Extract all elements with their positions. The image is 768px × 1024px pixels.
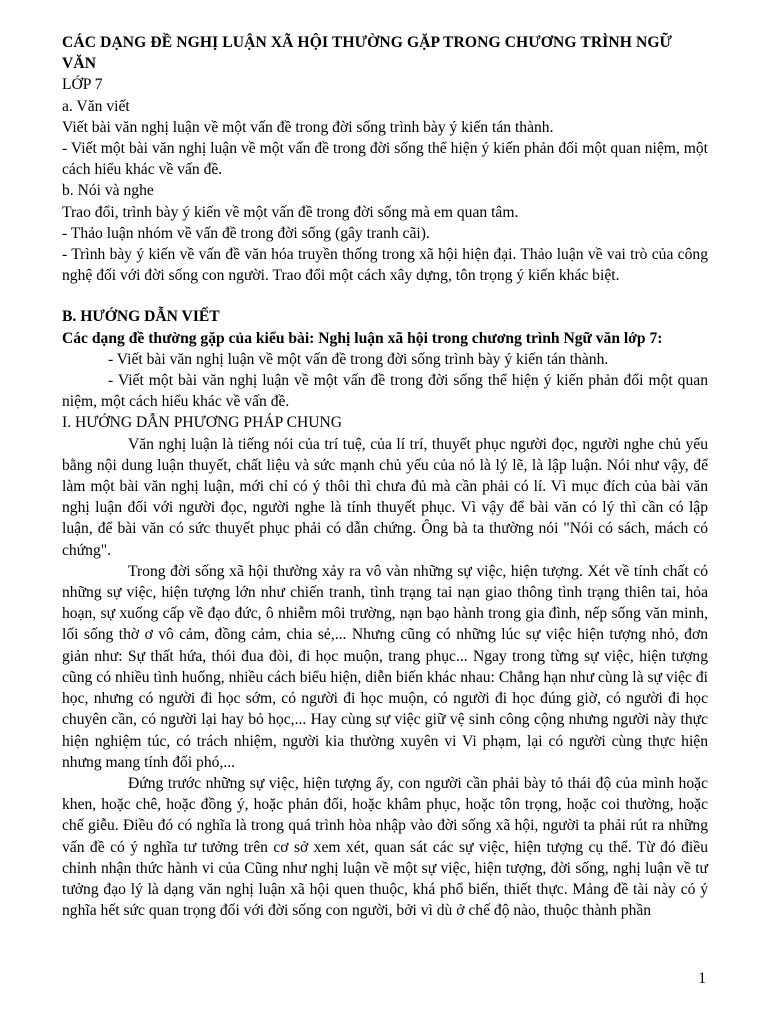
document-page xyxy=(62,32,708,921)
method-paragraph: Đứng trước những sự việc, hiện tượng ấy, con người cần phải bày tỏ thái độ của mình hoặc khen, hoặc chê, hoặc đồng ý, hoặc phản đối, hoặc khâm phục, hoặc tôn trọng, hoặc coi thường, hoặc chế giễu. Điều đó có nghĩa là trong quá trình hòa nhập vào đời sống xã hội, người ta phải rút ra những vấn đề có ý nghĩa tư tưởng trên cơ sở xem xét, quan sát các sự việc, hiện tượng cụ thể. Từ đó điều chỉnh nhận thức hành vi của Cũng như nghị luận về một sự việc, hiện tượng, đời sống, nghị luận về tư tưởng đạo lý là dạng văn nghị luận xã hội quen thuộc, khá phổ biến, thiết thực. Mảng đề tài này có ý nghĩa hết sức quan trọng đối với đời sống con người, bởi vì dù ở chế độ nào, thuộc thành phần xyxy=(62,774,708,920)
method-heading: I. HƯỚNG DẪN PHƯƠNG PHÁP CHUNG xyxy=(62,414,343,432)
method-paragraph: Trong đời sống xã hội thường xảy ra vô vàn những sự việc, hiện tượng. Xét về tính chất có những sự việc, hiện tượng lớn như chiến tranh, tình trạng tai nạn giao thông tình trạng thiên tai, hỏa hoạn, sự xuống cấp về đạo đức, ô nhiễm môi trường, nạn bạo hành trong gia đình, nếp sống văn minh, lối sống thờ ơ vô cảm, đồng cảm, chia sẻ,... Nhưng cũng có những lúc sự việc hiện tượng nhỏ, đơn giản như: Sự thất hứa, thói đua đòi, đi học muộn, trang phục... Ngay trong từng sự việc, hiện tượng cũng có nhiều tình huống, nhiều cách biểu hiện, diễn biến khác nhau: Chẳng hạn như cùng là sự việc đi học, nhưng có người đi học sớm, có người đi học muộn, có người đi học đúng giờ, có người đi học chuyên cần, có người lại hay bỏ học,... Hay cùng sự việc giữ vệ sinh công cộng nhưng người này thực hiện nghiệm túc, có trách nhiệm, người kia thường xuyên vi Vi phạm, lại có người cùng thực hiện nhưng mang tính đối phó,... xyxy=(62,562,708,771)
section-b-heading: b. Nói và nghe xyxy=(62,182,154,200)
grade-label: LỚP 7 xyxy=(62,76,103,94)
section-a-item: Viết bài văn nghị luận về một vấn đề trong đời sống trình bày ý kiến tán thành. xyxy=(62,118,554,136)
section-a-item: - Viết một bài văn nghị luận về một vấn đề trong đời sống thể hiện ý kiến phản đối một quan niệm, một cách hiểu khác về vấn đề. xyxy=(62,140,708,179)
guide-heading: B. HƯỚNG DẪN VIẾT xyxy=(62,308,220,326)
guide-item: - Viết bài văn nghị luận về một vấn đề trong đời sống trình bày ý kiến tán thành. xyxy=(108,350,609,368)
method-paragraph: Văn nghị luận là tiếng nói của trí tuệ, của lí trí, thuyết phục người đọc, người nghe chủ yếu bằng nội dung luận thuyết, chất liệu và sức mạnh chủ yếu của nó là lý lẽ, là lập luận. Nói như vậy, để làm một bài văn nghị luận, mới chỉ có ý thôi thì chưa đủ mà cần phải có lí. Vì mục đích của bài văn nghị luận đối với người đọc, người nghe là tính thuyết phục. Vì vậy để bài văn có lý thì cần có lập luận, để bài văn có sức thuyết phục phải có dẫn chứng. Ông bà ta thường nói "Nói có sách, mách có chứng". xyxy=(62,435,708,559)
section-b-item: - Trình bày ý kiến về vấn đề văn hóa truyền thống trong xã hội hiện đại. Thảo luận về vai trò của công nghệ đối với đời sống con người. Trao đổi một cách xây dựng, tôn trọng ý kiến khác biệt. xyxy=(62,246,708,285)
section-a-heading: a. Văn viết xyxy=(62,97,130,115)
section-b-item: Trao đổi, trình bày ý kiến về một vấn đề trong đời sống mà em quan tâm. xyxy=(62,203,519,221)
guide-subheading: Các dạng đề thường gặp của kiểu bài: Nghị luận xã hội trong chương trình Ngữ văn lớp 7: xyxy=(62,329,663,347)
section-b-item: - Thảo luận nhóm về vấn đề trong đời sống (gây tranh cãi). xyxy=(62,224,430,242)
page-number: 1 xyxy=(698,970,706,987)
section-spacer xyxy=(62,286,708,306)
guide-item: - Viết một bài văn nghị luận về một vấn đề trong đời sống thể hiện ý kiến phản đối một quan niệm, một cách hiểu khác về vấn đề. xyxy=(62,372,708,411)
document-title: CÁC DẠNG ĐỀ NGHỊ LUẬN XÃ HỘI THƯỜNG GẶP TRONG CHƯƠNG TRÌNH NGỮ VĂN xyxy=(62,34,673,73)
